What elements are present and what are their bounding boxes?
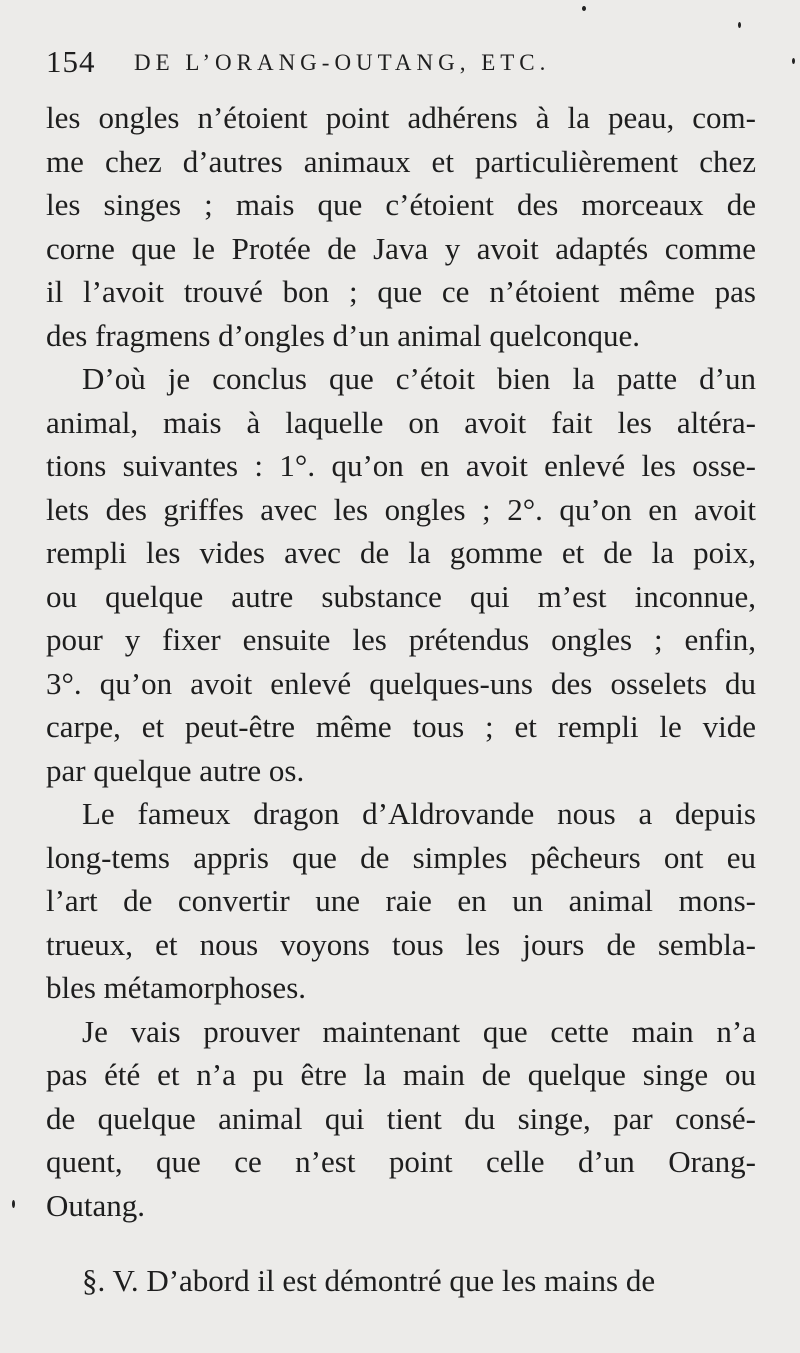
text-line: bles métamorphoses.: [46, 970, 307, 1005]
body-text: [46, 96, 756, 1303]
text-line: les singes ; mais que c’étoient des morceaux de: [46, 187, 756, 222]
paragraph-4: [46, 1010, 756, 1228]
running-head-title: DE L’ORANG-OUTANG, ETC.: [134, 50, 551, 75]
text-line: rempli les vides avec de la gomme et de la poix,: [46, 535, 756, 570]
text-line: me chez d’autres animaux et particulièrement chez: [46, 143, 756, 179]
text-line: de quelque animal qui tient du singe, par consé-: [46, 1100, 756, 1136]
page-number: 154: [46, 44, 96, 79]
text-line: trueux, et nous voyons tous les jours de sembla-: [46, 926, 756, 962]
text-line: tions suivantes : 1°. qu’on en avoit enlevé les osse-: [46, 448, 756, 483]
text-line: pas été et n’a pu être la main de quelque singe ou: [46, 1057, 756, 1092]
text-line: il l’avoit trouvé bon ; que ce n’étoient même pas: [46, 274, 756, 309]
text-line: des fragmens d’ongles d’un animal quelconque.: [46, 317, 640, 353]
section-heading-paragraph: [46, 1259, 756, 1303]
ink-speck: [792, 58, 795, 64]
text-line: D’où je conclus que c’étoit bien la patte d’un: [82, 361, 756, 396]
text-line: Je vais prouver maintenant que cette main n’a: [82, 1013, 756, 1049]
paragraph-2: [46, 357, 756, 792]
text-line: lets des griffes avec les ongles ; 2°. qu’on en avoit: [46, 491, 756, 527]
running-head: [46, 44, 686, 84]
ink-speck: [12, 1200, 15, 1208]
text-line: quent, que ce n’est point celle d’un Orang-: [46, 1144, 756, 1179]
ink-speck: [738, 22, 741, 28]
text-line: §. V. D’abord il est démontré que les mains de: [82, 1263, 656, 1298]
text-line: corne que le Protée de Java y avoit adaptés comme: [46, 230, 756, 266]
text-line: l’art de convertir une raie en un animal mons-: [46, 883, 756, 918]
text-line: pour y fixer ensuite les prétendus ongles ; enfin,: [46, 622, 756, 657]
paragraph-3: [46, 792, 756, 1010]
ink-speck: [582, 6, 586, 11]
text-line: par quelque autre os.: [46, 752, 305, 788]
section-gap: [46, 1227, 756, 1259]
text-line: carpe, et peut-être même tous ; et rempli le vide: [46, 709, 756, 744]
text-line: long-tems appris que de simples pêcheurs ont eu: [46, 839, 756, 875]
text-line: Outang.: [46, 1187, 146, 1223]
text-line: Le fameux dragon d’Aldrovande nous a depuis: [82, 796, 756, 831]
text-line: les ongles n’étoient point adhérens à la peau, com-: [46, 100, 756, 135]
paragraph-1: [46, 96, 756, 357]
text-line: animal, mais à laquelle on avoit fait les altéra-: [46, 404, 756, 440]
text-line: ou quelque autre substance qui m’est inconnue,: [46, 578, 756, 614]
text-line: 3°. qu’on avoit enlevé quelques-uns des osselets du: [46, 665, 756, 701]
